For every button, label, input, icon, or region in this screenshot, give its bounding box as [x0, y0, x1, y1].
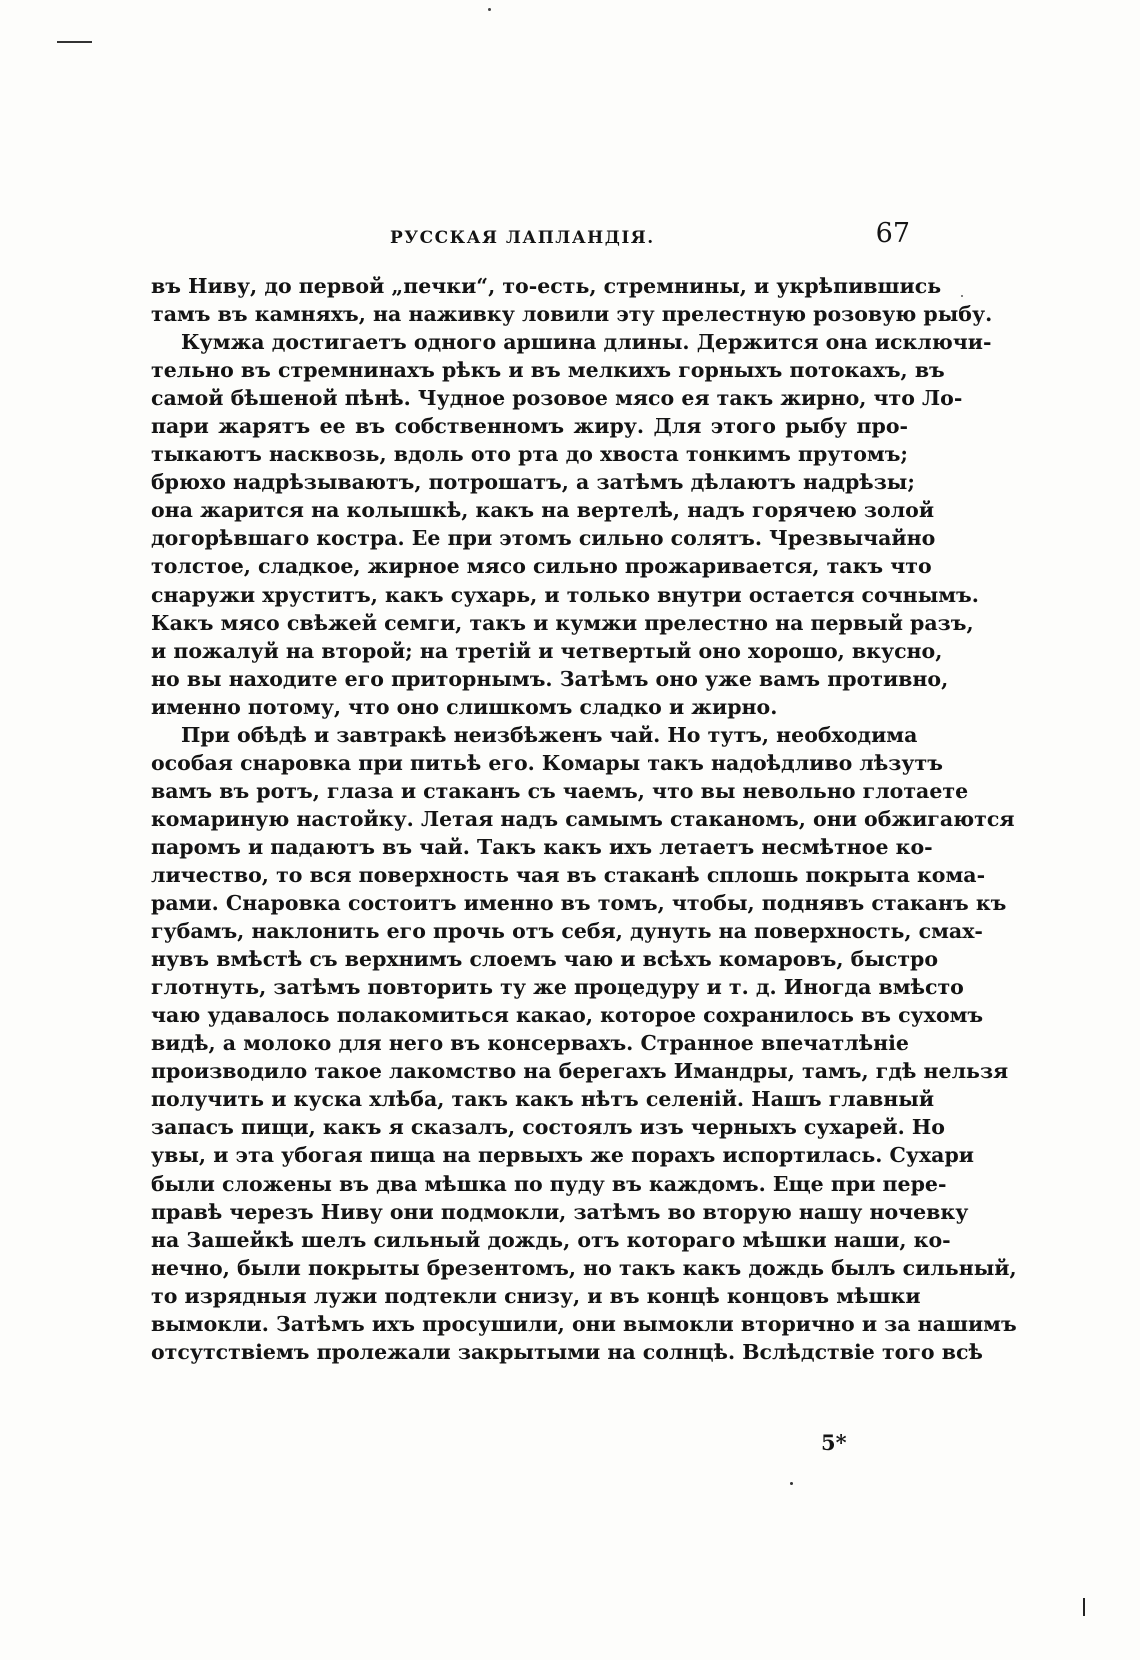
- text-line: увы, и эта убогая пища на первыхъ же порахъ испортилась. Сухари: [151, 1143, 974, 1168]
- scan-artifact-dot: [961, 295, 963, 297]
- paragraph-first-line: Кумжа достигаетъ одного аршина длины. Держится она исключи-: [181, 330, 992, 355]
- text-line: правѣ черезъ Ниву они подмокли, затѣмъ во вторую нашу ночевку: [151, 1199, 969, 1224]
- text-line: брюхо надрѣзываютъ, потрошатъ, а затѣмъ дѣлаютъ надрѣзы;: [151, 470, 915, 495]
- text-line: особая снаровка при питьѣ его. Комары такъ надоѣдливо лѣзутъ: [151, 750, 943, 775]
- text-line: снаружи хруститъ, какъ сухарь, и только внутри остается сочнымъ.: [151, 582, 979, 607]
- text-line: вымокли. Затѣмъ ихъ просушили, они вымокли вторично и за нашимъ: [151, 1311, 1017, 1336]
- scan-artifact-dot: [790, 1482, 793, 1485]
- text-line: вамъ въ ротъ, глаза и стаканъ съ чаемъ, что вы невольно глотаете: [151, 778, 969, 803]
- text-line: запасъ пищи, какъ я сказалъ, состоялъ изъ черныхъ сухарей. Но: [151, 1115, 945, 1140]
- text-line: получить и куска хлѣба, такъ какъ нѣтъ селеній. Нашъ главный: [151, 1087, 935, 1112]
- paragraph-last-line: именно потому, что оно слишкомъ сладко и жирно.: [151, 694, 778, 719]
- text-line: догорѣвшаго костра. Ее при этомъ сильно солятъ. Чрезвычайно: [151, 526, 936, 551]
- text-line: Какъ мясо свѣжей семги, такъ и кумжи прелестно на первый разъ,: [151, 610, 974, 635]
- running-title: РУССКАЯ ЛАПЛАНДІЯ.: [390, 228, 655, 248]
- text-line: тельно въ стремнинахъ рѣкъ и въ мелкихъ горныхъ потокахъ, въ: [151, 358, 945, 383]
- text-line: губамъ, наклонить его прочь отъ себя, дунуть на поверхность, смах-: [151, 919, 983, 944]
- text-line: нувъ вмѣстѣ съ верхнимъ слоемъ чаю и всѣхъ комаровъ, быстро: [151, 947, 939, 972]
- text-line: были сложены въ два мѣшка по пуду въ каждомъ. Еще при пере-: [151, 1171, 947, 1196]
- scan-artifact-line: [57, 41, 92, 43]
- text-line: комариную настойку. Летая надъ самымъ стаканомъ, они обжигаются: [151, 806, 1015, 831]
- text-line: толстое, сладкое, жирное мясо сильно прожаривается, такъ что: [151, 554, 932, 579]
- text-line: производило такое лакомство на берегахъ Имандры, тамъ, гдѣ нельзя: [151, 1059, 1009, 1084]
- text-line: видѣ, а молоко для него въ консервахъ. Странное впечатлѣніе: [151, 1031, 909, 1056]
- text-line: личество, то вся поверхность чая въ стаканѣ сплошь покрыта кома-: [151, 862, 986, 887]
- text-line: и пожалуй на второй; на третій и четвертый оно хорошо, вкусно,: [151, 638, 943, 663]
- text-line: глотнуть, затѣмъ повторить ту же процедуру и т. д. Иногда вмѣсто: [151, 975, 964, 1000]
- text-line: на Зашейкѣ шелъ сильный дождь, отъ котораго мѣшки наши, ко-: [151, 1227, 951, 1252]
- text-line: но вы находите его приторнымъ. Затѣмъ оно уже вамъ противно,: [151, 666, 949, 691]
- text-line: отсутствіемъ пролежали закрытыми на солнцѣ. Вслѣдствіе того всѣ: [151, 1339, 983, 1364]
- page-header: [150, 218, 910, 252]
- page-number: 67: [875, 218, 910, 249]
- text-line: пари жарятъ ее въ собственномъ жиру. Для этого рыбу про-: [151, 414, 908, 439]
- text-line: то изрядныя лужи подтекли снизу, и въ концѣ концовъ мѣшки: [151, 1283, 921, 1308]
- scan-artifact-line: [1083, 1598, 1085, 1616]
- text-line: рами. Снаровка состоитъ именно въ томъ, чтобы, поднявъ стаканъ къ: [151, 891, 1007, 916]
- paragraph-first-line: При обѣдѣ и завтракѣ неизбѣженъ чай. Но тутъ, необходима: [181, 722, 918, 747]
- text-line: самой бѣшеной пѣнѣ. Чудное розовое мясо ея такъ жирно, что Ло-: [151, 386, 963, 411]
- text-line: чаю удавалось полакомиться какао, которое сохранилось въ сухомъ: [151, 1003, 984, 1028]
- signature-mark: 5*: [821, 1430, 847, 1455]
- text-line: въ Ниву, до первой „печки“, то-есть, стремнины, и укрѣпившись: [151, 274, 942, 298]
- scan-artifact-dot: [488, 8, 491, 11]
- body-text: [151, 272, 1017, 1366]
- text-line: она жарится на колышкѣ, какъ на вертелѣ, надъ горячею золой: [151, 498, 935, 523]
- text-line: паромъ и падаютъ въ чай. Такъ какъ ихъ летаетъ несмѣтное ко-: [151, 834, 933, 859]
- text-line: тыкаютъ насквозь, вдоль ото рта до хвоста тонкимъ прутомъ;: [151, 442, 908, 467]
- text-line: нечно, были покрыты брезентомъ, но такъ какъ дождь былъ сильный,: [151, 1255, 1017, 1280]
- text-line: тамъ въ камняхъ, на наживку ловили эту прелестную розовую рыбу.: [151, 302, 993, 327]
